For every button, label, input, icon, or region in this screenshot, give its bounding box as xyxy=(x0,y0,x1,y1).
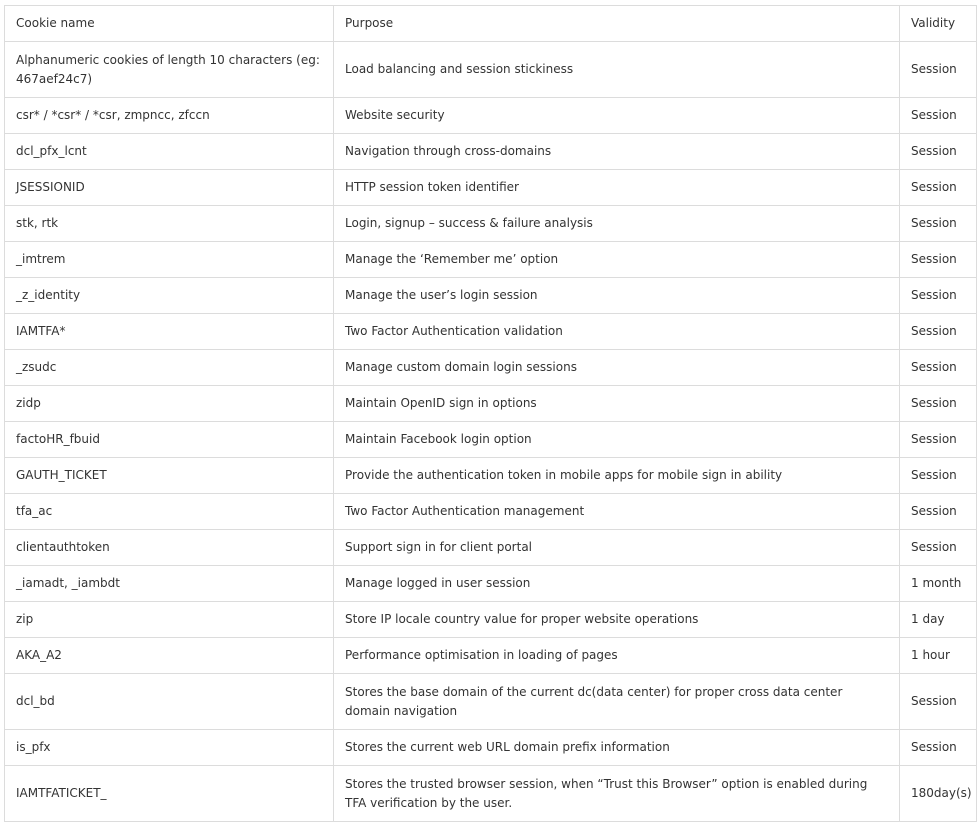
validity-cell: Session xyxy=(900,458,977,494)
cookie-name-cell: clientauthtoken xyxy=(5,530,334,566)
cookie-name-cell: _z_identity xyxy=(5,278,334,314)
purpose-cell: Manage custom domain login sessions xyxy=(334,350,900,386)
cookie-name-cell: _imtrem xyxy=(5,242,334,278)
header-purpose: Purpose xyxy=(334,6,900,42)
table-row xyxy=(5,530,977,566)
purpose-cell: Support sign in for client portal xyxy=(334,530,900,566)
table-row xyxy=(5,458,977,494)
header-cookie-name: Cookie name xyxy=(5,6,334,42)
validity-cell: Session xyxy=(900,98,977,134)
purpose-cell: Two Factor Authentication management xyxy=(334,494,900,530)
table-row xyxy=(5,766,977,822)
table-row xyxy=(5,242,977,278)
validity-cell: Session xyxy=(900,422,977,458)
cookie-name-cell: _zsudc xyxy=(5,350,334,386)
table-row xyxy=(5,674,977,730)
table-row xyxy=(5,314,977,350)
validity-cell: Session xyxy=(900,170,977,206)
validity-cell: Session xyxy=(900,674,977,730)
table-row xyxy=(5,98,977,134)
table-row xyxy=(5,350,977,386)
validity-cell: Session xyxy=(900,242,977,278)
cookie-name-cell: is_pfx xyxy=(5,730,334,766)
purpose-cell: HTTP session token identifier xyxy=(334,170,900,206)
cookie-name-cell: dcl_bd xyxy=(5,674,334,730)
purpose-cell: Performance optimisation in loading of pages xyxy=(334,638,900,674)
table-row xyxy=(5,278,977,314)
purpose-cell: Maintain OpenID sign in options xyxy=(334,386,900,422)
purpose-cell: Manage the ‘Remember me’ option xyxy=(334,242,900,278)
table-row xyxy=(5,566,977,602)
cookie-name-cell: stk, rtk xyxy=(5,206,334,242)
purpose-cell: Login, signup – success & failure analysis xyxy=(334,206,900,242)
cookie-name-cell: tfa_ac xyxy=(5,494,334,530)
validity-cell: 1 month xyxy=(900,566,977,602)
validity-cell: Session xyxy=(900,278,977,314)
table-row xyxy=(5,42,977,98)
cookie-name-cell: GAUTH_TICKET xyxy=(5,458,334,494)
purpose-cell: Store IP locale country value for proper website operations xyxy=(334,602,900,638)
cookie-name-cell: factoHR_fbuid xyxy=(5,422,334,458)
purpose-cell: Maintain Facebook login option xyxy=(334,422,900,458)
purpose-cell: Manage logged in user session xyxy=(334,566,900,602)
cookie-name-cell: zidp xyxy=(5,386,334,422)
cookie-name-cell: JSESSIONID xyxy=(5,170,334,206)
validity-cell: 180day(s) xyxy=(900,766,977,822)
validity-cell: Session xyxy=(900,314,977,350)
cookie-name-cell: dcl_pfx_lcnt xyxy=(5,134,334,170)
validity-cell: Session xyxy=(900,206,977,242)
table-row xyxy=(5,170,977,206)
purpose-cell: Website security xyxy=(334,98,900,134)
table-row xyxy=(5,602,977,638)
cookie-table-container xyxy=(4,5,976,822)
table-row xyxy=(5,134,977,170)
purpose-cell: Stores the base domain of the current dc(data center) for proper cross data center domain navigation xyxy=(334,674,900,730)
purpose-cell: Navigation through cross-domains xyxy=(334,134,900,170)
cookie-name-cell: zip xyxy=(5,602,334,638)
validity-cell: Session xyxy=(900,530,977,566)
purpose-cell: Two Factor Authentication validation xyxy=(334,314,900,350)
validity-cell: Session xyxy=(900,134,977,170)
cookie-name-cell: IAMTFA* xyxy=(5,314,334,350)
table-row xyxy=(5,494,977,530)
validity-cell: 1 day xyxy=(900,602,977,638)
cookie-name-cell: csr* / *csr* / *csr, zmpncc, zfccn xyxy=(5,98,334,134)
cookie-name-cell: _iamadt, _iambdt xyxy=(5,566,334,602)
table-row xyxy=(5,730,977,766)
validity-cell: Session xyxy=(900,494,977,530)
validity-cell: Session xyxy=(900,350,977,386)
purpose-cell: Stores the trusted browser session, when “Trust this Browser” option is enabled during TFA verification by the user. xyxy=(334,766,900,822)
table-row xyxy=(5,386,977,422)
validity-cell: 1 hour xyxy=(900,638,977,674)
header-validity: Validity xyxy=(900,6,977,42)
validity-cell: Session xyxy=(900,386,977,422)
table-header-row xyxy=(5,6,977,42)
cookie-name-cell: IAMTFATICKET_ xyxy=(5,766,334,822)
table-row xyxy=(5,638,977,674)
cookie-table xyxy=(4,5,977,822)
validity-cell: Session xyxy=(900,42,977,98)
cookie-name-cell: AKA_A2 xyxy=(5,638,334,674)
table-row xyxy=(5,422,977,458)
table-row xyxy=(5,206,977,242)
purpose-cell: Stores the current web URL domain prefix information xyxy=(334,730,900,766)
purpose-cell: Manage the user’s login session xyxy=(334,278,900,314)
cookie-name-cell: Alphanumeric cookies of length 10 characters (eg: 467aef24c7) xyxy=(5,42,334,98)
purpose-cell: Load balancing and session stickiness xyxy=(334,42,900,98)
purpose-cell: Provide the authentication token in mobile apps for mobile sign in ability xyxy=(334,458,900,494)
validity-cell: Session xyxy=(900,730,977,766)
